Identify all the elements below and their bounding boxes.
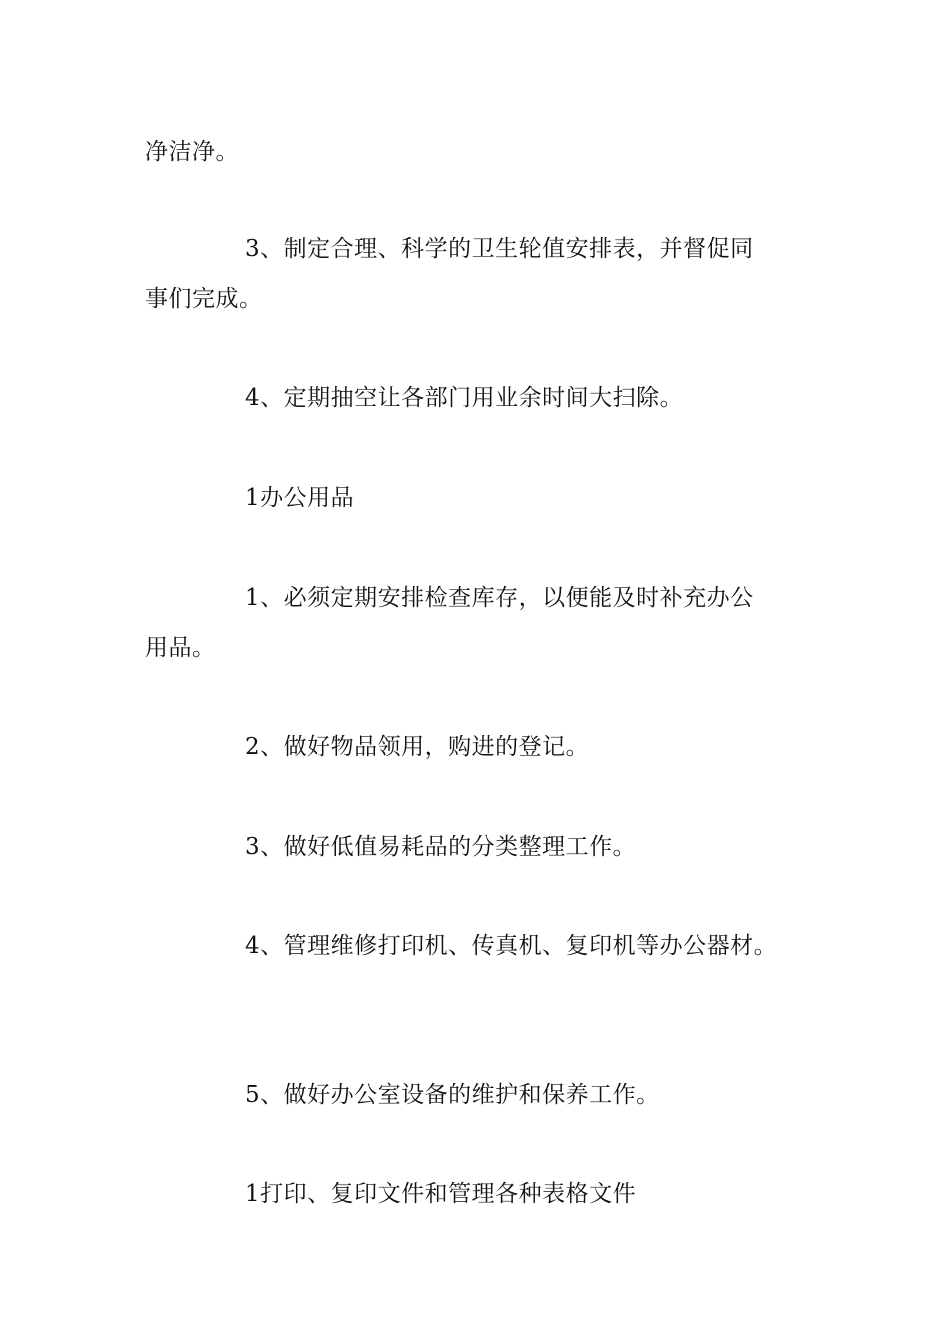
paragraph-item: 5、做好办公室设备的维护和保养工作。: [245, 1082, 660, 1108]
paragraph-item: 3、制定合理、科学的卫生轮值安排表，并督促同: [245, 236, 754, 262]
section-heading: 1办公用品: [245, 485, 355, 511]
paragraph-continuation: 净洁净。: [145, 139, 239, 165]
paragraph-item: 3、做好低值易耗品的分类整理工作。: [245, 834, 637, 860]
paragraph-continuation: 事们完成。: [145, 286, 263, 312]
paragraph-item: 4、定期抽空让各部门用业余时间大扫除。: [245, 385, 684, 411]
paragraph-item: 1、必须定期安排检查库存，以便能及时补充办公: [245, 585, 754, 611]
paragraph-item: 2、做好物品领用，购进的登记。: [245, 734, 590, 760]
paragraph-continuation: 用品。: [145, 635, 216, 661]
section-heading: 1打印、复印文件和管理各种表格文件: [245, 1181, 637, 1207]
paragraph-item: 4、管理维修打印机、传真机、复印机等办公器材。: [245, 933, 778, 959]
